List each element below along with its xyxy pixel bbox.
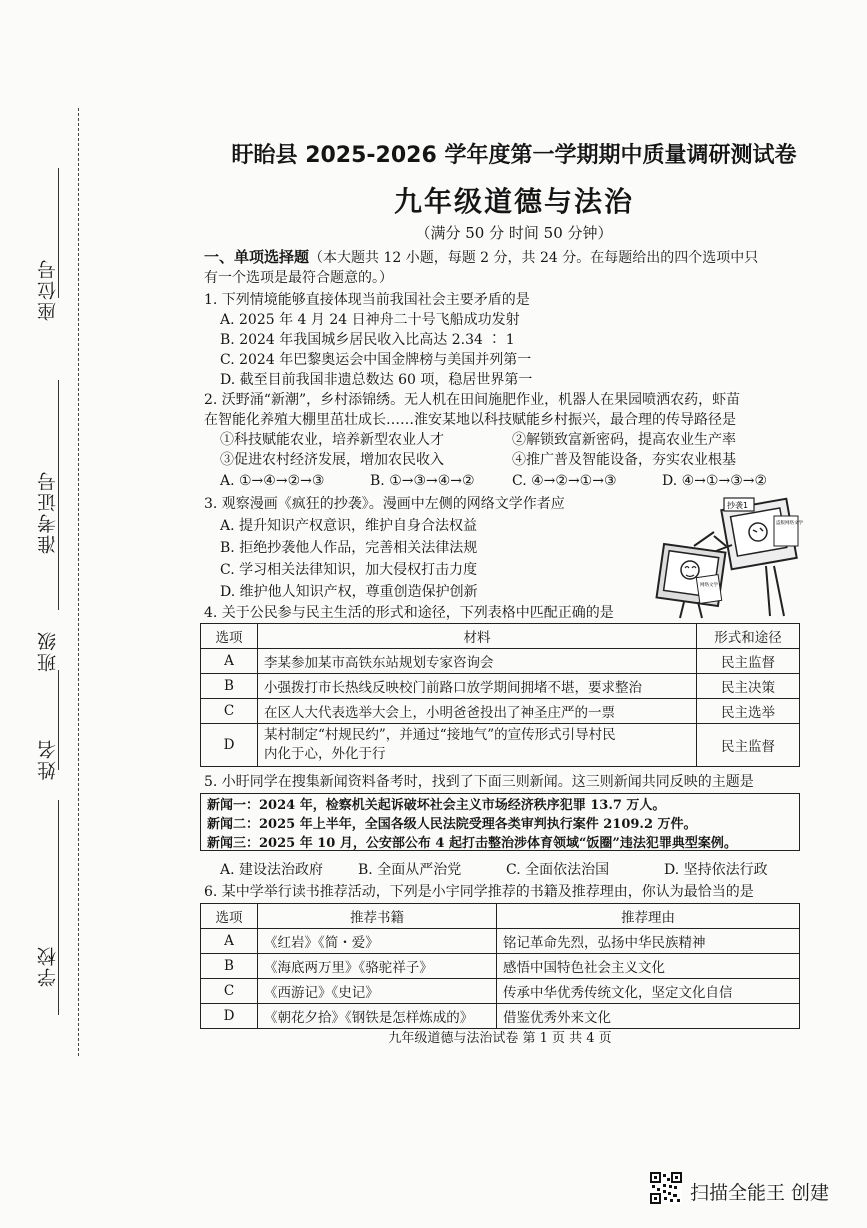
news-item: 新闻二：2025 年上半年，全国各级人民法院受理各类审判执行案件 2109.2 万件。 <box>207 817 697 832</box>
table-header-cell: 推荐书籍 <box>258 904 497 929</box>
table-header-cell: 材料 <box>258 624 697 649</box>
exam-title: 盱眙县 2025-2026 学年度第一学期期中质量调研测试卷 <box>231 143 797 168</box>
table-row <box>201 649 800 674</box>
scanner-watermark: 扫描全能王 创建 <box>690 1182 830 1204</box>
table-cell: 民主决策 <box>697 674 800 699</box>
q5-option-d: D. 坚持依法行政 <box>664 862 768 878</box>
table-header-row <box>201 624 800 649</box>
table-cell-line1: 某村制定“村规民约”，并通过“接地气”的宣传形式引导村民 <box>264 727 616 743</box>
q5-option-a: A. 建设法治政府 <box>220 862 324 878</box>
table-cell-line2: 内化于心，外化于行 <box>264 746 386 762</box>
q2-option-a: A. ①→④→②→③ <box>220 473 325 489</box>
table-row <box>201 699 800 724</box>
q1-option-b: B. 2024 年我国城乡居民收入比高达 2.34 ∶ 1 <box>220 332 515 348</box>
table-cell: 《朝花夕拾》《钢铁是怎样炼成的》 <box>258 1004 497 1029</box>
q3-option-c: C. 学习相关法律知识，加大侵权打击力度 <box>220 562 478 578</box>
q6-table <box>200 903 800 1029</box>
exam-meta: （满分 50 分 时间 50 分钟） <box>415 224 613 242</box>
q5-option-b: B. 全面从严治党 <box>358 862 462 878</box>
table-header-cell: 推荐理由 <box>497 904 800 929</box>
q3-option-b: B. 拒绝抄袭他人作品，完善相关法律法规 <box>220 540 478 556</box>
table-cell: A <box>201 649 258 674</box>
table-row <box>201 929 800 954</box>
table-cell: B <box>201 674 258 699</box>
table-header-row <box>201 904 800 929</box>
exam-no-label: 准考证号 <box>37 470 59 554</box>
table-row <box>201 954 800 979</box>
table-cell: 《西游记》《史记》 <box>258 979 497 1004</box>
table-cell: 民主监督 <box>697 724 800 767</box>
q2-item-4: ④推广普及智能设备，夯实农业根基 <box>512 452 736 468</box>
table-cell: B <box>201 954 258 979</box>
q2-item-2: ②解锁致富新密码，提高农业生产率 <box>512 432 736 448</box>
cartoon-label-right: 盗版网络文学 <box>776 521 803 526</box>
table-cell: 借鉴优秀外来文化 <box>497 1004 800 1029</box>
q2-option-d: D. ④→①→③→② <box>662 473 768 489</box>
seat-label: 座位号 <box>37 258 59 321</box>
q3-option-d: D. 维护他人知识产权，尊重创造保护创新 <box>220 584 478 600</box>
table-cell: 传承中华优秀传统文化，坚定文化自信 <box>497 979 800 1004</box>
class-label: 班级 <box>37 630 59 672</box>
page-footer: 九年级道德与法治试卷 第 1 页 共 4 页 <box>388 1031 612 1046</box>
q2-stem-b: 在智能化养殖大棚里茁壮成长……淮安某地以科技赋能乡村振兴，最合理的传导路径是 <box>204 412 736 428</box>
table-cell: 《红岩》《简・爱》 <box>258 929 497 954</box>
q5-option-c: C. 全面依法治国 <box>506 862 610 878</box>
q2-option-c: C. ④→②→①→③ <box>512 473 617 489</box>
table-header-cell: 选项 <box>201 624 258 649</box>
table-cell: 《海底两万里》《骆驼祥子》 <box>258 954 497 979</box>
table-header-cell: 选项 <box>201 904 258 929</box>
table-cell: 感悟中国特色社会主义文化 <box>497 954 800 979</box>
section-intro-line1 <box>204 247 758 268</box>
school-label: 学校 <box>37 945 59 987</box>
q4-table <box>200 623 800 767</box>
table-cell: D <box>201 724 258 767</box>
table-cell: 民主选举 <box>697 699 800 724</box>
table-row <box>201 724 800 767</box>
table-cell: 铭记革命先烈，弘扬中华民族精神 <box>497 929 800 954</box>
table-cell <box>258 724 697 767</box>
table-row <box>201 979 800 1004</box>
name-label: 姓名 <box>37 738 59 780</box>
subject-title: 九年级道德与法治 <box>393 185 634 218</box>
q1-option-c: C. 2024 年巴黎奥运会中国金牌榜与美国并列第一 <box>220 352 532 368</box>
table-cell: C <box>201 699 258 724</box>
table-cell: C <box>201 979 258 1004</box>
q3-stem: 3. 观察漫画《疯狂的抄袭》。漫画中左侧的网络文学作者应 <box>204 496 565 512</box>
cartoon-label-left: 网络文学 <box>700 583 718 588</box>
table-cell: A <box>201 929 258 954</box>
table-cell: 民主监督 <box>697 649 800 674</box>
table-header-cell: 形式和途径 <box>697 624 800 649</box>
table-row <box>201 674 800 699</box>
cartoon-label-top: 抄袭1 <box>727 501 749 510</box>
q3-option-a: A. 提升知识产权意识，维护自身合法权益 <box>220 518 478 534</box>
table-cell: D <box>201 1004 258 1029</box>
section-intro-b: 有一个选项是最符合题意的。） <box>204 270 393 286</box>
q1-stem: 1. 下列情境能够直接体现当前我国社会主要矛盾的是 <box>204 292 530 308</box>
table-cell: 李某参加某市高铁东站规划专家咨询会 <box>258 649 697 674</box>
binding-dashed-line <box>78 108 79 1056</box>
news-item: 新闻三：2025 年 10 月，公安部公布 4 起打击整治涉体育领域“饭圈”违法犯罪典型案例。 <box>207 836 737 851</box>
q1-option-d: D. 截至目前我国非遗总数达 60 项，稳居世界第一 <box>220 372 533 388</box>
qr-code-icon <box>650 1172 682 1204</box>
q4-stem: 4. 关于公民参与民主生活的形式和途径，下列表格中匹配正确的是 <box>204 605 614 621</box>
q2-option-b: B. ①→③→④→② <box>370 473 475 489</box>
plagiarism-cartoon <box>654 496 803 620</box>
section-intro-a: （本大题共 12 小题，每题 2 分，共 24 分。在每题给出的四个选项中只 <box>309 250 759 266</box>
q5-news-box <box>200 793 800 851</box>
news-item: 新闻一：2024 年，检察机关起诉破坏社会主义市场经济秩序犯罪 13.7 万人。 <box>207 798 666 813</box>
section-heading: 一、单项选择题 <box>204 248 310 266</box>
q6-stem: 6. 某中学举行读书推荐活动，下列是小宇同学推荐的书籍及推荐理由，你认为最恰当的是 <box>204 884 754 900</box>
table-cell: 小强拨打市长热线反映校门前路口放学期间拥堵不堪，要求整治 <box>258 674 697 699</box>
q2-stem-a: 2. 沃野涌“新潮”，乡村添锦绣。无人机在田间施肥作业，机器人在果园喷洒农药，虾苗 <box>204 392 741 408</box>
table-row <box>201 1004 800 1029</box>
q2-item-1: ①科技赋能农业，培养新型农业人才 <box>220 432 444 448</box>
table-cell: 在区人大代表选举大会上，小明爸爸投出了神圣庄严的一票 <box>258 699 697 724</box>
q1-option-a: A. 2025 年 4 月 24 日神舟二十号飞船成功发射 <box>220 312 520 328</box>
q2-item-3: ③促进农村经济发展，增加农民收入 <box>220 452 444 468</box>
q5-stem: 5. 小盱同学在搜集新闻资料备考时，找到了下面三则新闻。这三则新闻共同反映的主题是 <box>204 774 754 790</box>
